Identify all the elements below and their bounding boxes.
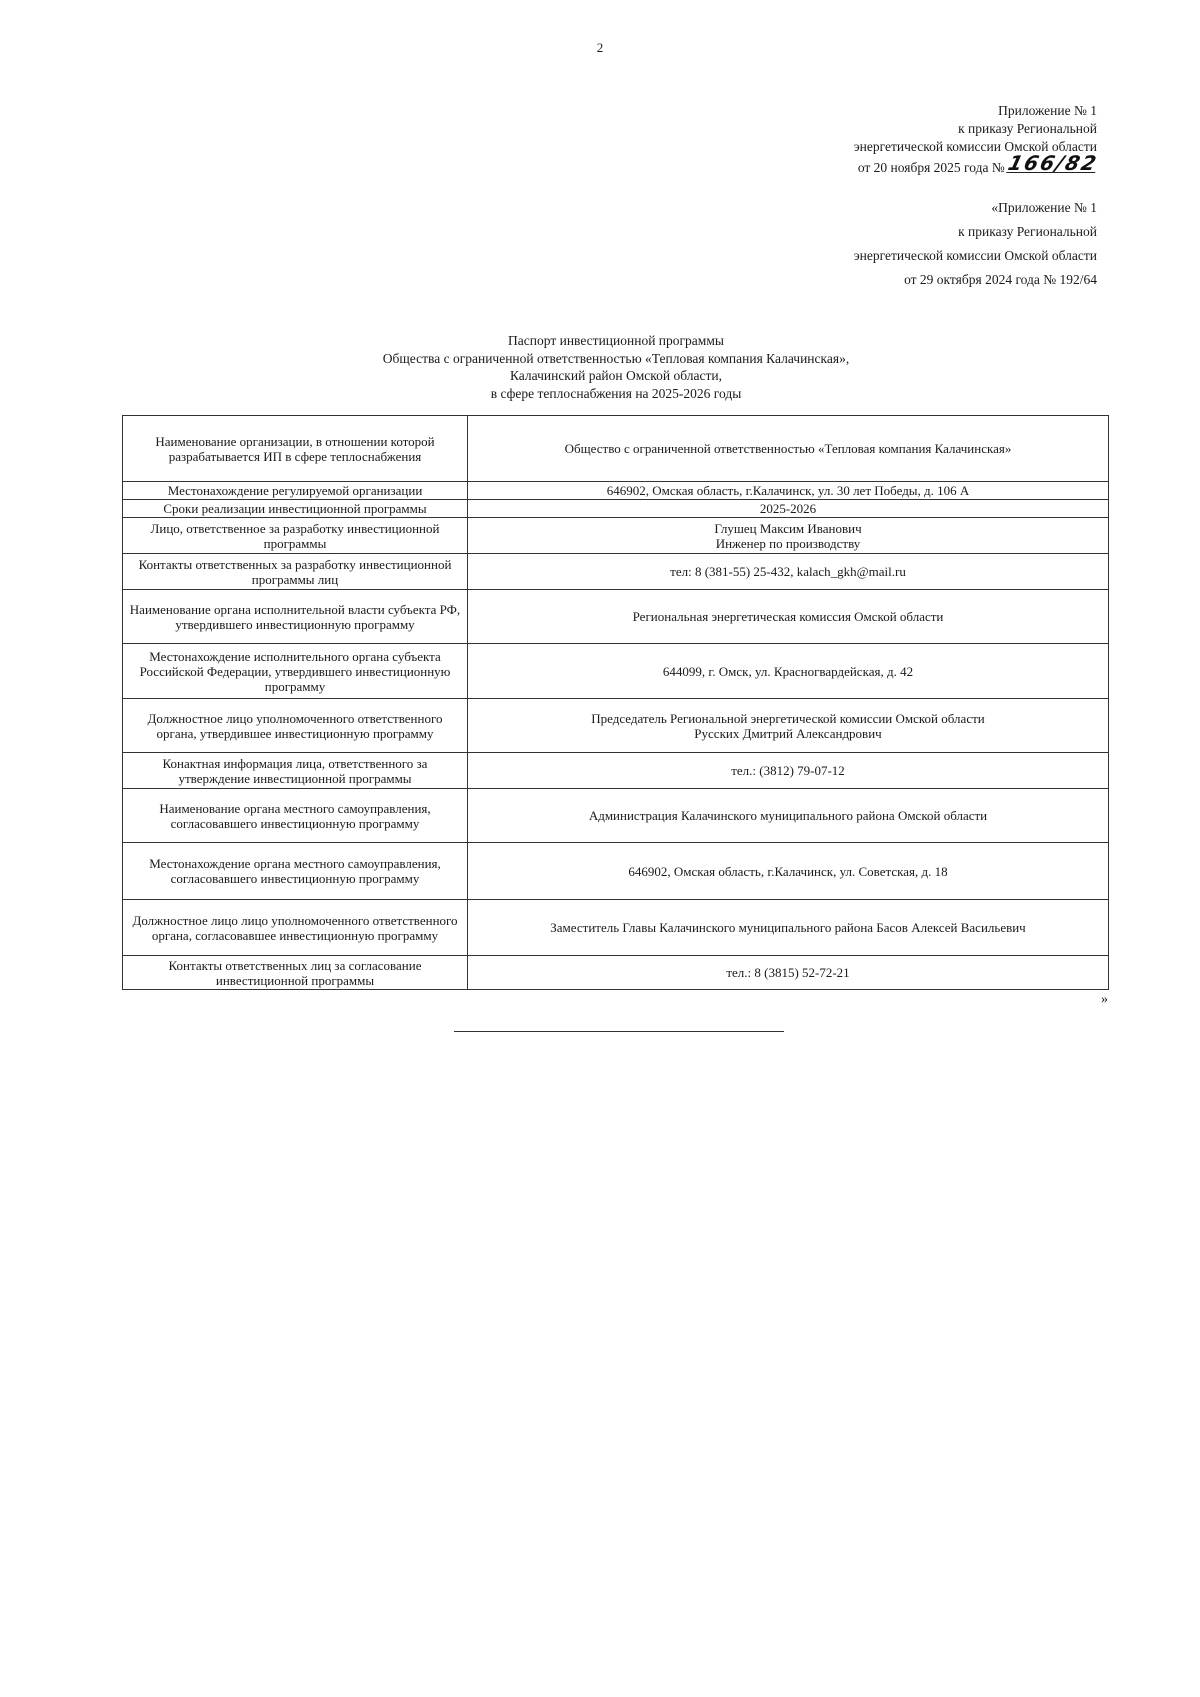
row-label: Наименование органа местного самоуправления, согласовавшего инвестиционную программу — [123, 789, 468, 843]
row-label: Местонахождение исполнительного органа субъекта Российской Федерации, утвердившего инвестиционную программу — [123, 644, 468, 699]
appendix-line: энергетической комиссии Омской области — [853, 248, 1097, 263]
row-label: Наименование органа исполнительной власти субъекта РФ, утвердившего инвестиционную программу — [123, 590, 468, 644]
row-label: Контакты ответственных за разработку инвестиционной программы лиц — [123, 554, 468, 590]
appendix-line: «Приложение № 1 — [991, 200, 1097, 215]
row-value: тел.: (3812) 79-07-12 — [468, 753, 1109, 789]
appendix-date-line — [854, 151, 1101, 177]
appendix-header-current — [853, 102, 1101, 177]
table-row — [123, 843, 1109, 900]
row-value: тел.: 8 (3815) 52-72-21 — [468, 956, 1109, 990]
row-label: Местонахождение органа местного самоуправления, согласовавшего инвестиционную программу — [123, 843, 468, 900]
document-title — [0, 332, 1200, 402]
page-number: 2 — [596, 40, 604, 55]
table-row — [123, 789, 1109, 843]
row-label: Должностное лицо уполномоченного ответственного органа, утвердившее инвестиционную программу — [123, 699, 468, 753]
table-row — [123, 900, 1109, 956]
row-value-line: Русских Дмитрий Александрович — [694, 725, 882, 741]
row-label: Местонахождение регулируемой организации — [123, 482, 468, 500]
row-value-line: Инженер по производству — [715, 535, 861, 551]
row-label: Контакты ответственных лиц за согласование инвестиционной программы — [123, 956, 468, 990]
table-row — [123, 554, 1109, 590]
appendix-date-prefix: от 20 ноября 2025 года № — [857, 160, 1005, 175]
table-row — [123, 956, 1109, 990]
row-value: Заместитель Главы Калачинского муниципального района Басов Алексей Васильевич — [468, 900, 1109, 956]
closing-quote: » — [1101, 992, 1108, 1007]
appendix-line: энергетической комиссии Омской области — [853, 139, 1097, 154]
title-line: Общества с ограниченной ответственностью «Тепловая компания Калачинская», — [382, 350, 850, 366]
row-value: 644099, г. Омск, ул. Красногвардейская, д. 42 — [468, 644, 1109, 699]
title-line: Калачинский район Омской области, — [509, 368, 723, 383]
row-value-line: Председатель Региональной энергетической комиссии Омской области — [591, 710, 985, 726]
table-row — [123, 416, 1109, 482]
end-rule-divider — [454, 1031, 784, 1032]
appendix-line: к приказу Региональной — [958, 224, 1097, 239]
row-value-line: Глушец Максим Иванович — [714, 520, 862, 536]
row-value — [468, 518, 1109, 554]
table-row — [123, 699, 1109, 753]
table-row — [123, 644, 1109, 699]
row-value: Общество с ограниченной ответственностью «Тепловая компания Калачинская» — [468, 416, 1109, 482]
row-value: 646902, Омская область, г.Калачинск, ул. Советская, д. 18 — [468, 843, 1109, 900]
title-line: в сфере теплоснабжения на 2025-2026 годы — [490, 385, 742, 401]
title-line: Паспорт инвестиционной программы — [508, 333, 724, 348]
table-row — [123, 482, 1109, 500]
row-value: Администрация Калачинского муниципального района Омской области — [468, 789, 1109, 843]
row-value — [468, 699, 1109, 753]
row-label: Конактная информация лица, ответственного за утверждение инвестиционной программы — [123, 753, 468, 789]
appendix-line: от 29 октября 2024 года № 192/64 — [904, 272, 1097, 287]
passport-table — [122, 415, 1109, 990]
row-label: Сроки реализации инвестиционной программы — [123, 500, 468, 518]
row-label: Наименование организации, в отношении которой разрабатывается ИП в сфере теплоснабжения — [123, 416, 468, 482]
row-label: Должностное лицо лицо уполномоченного ответственного органа, согласовавшее инвестиционную программу — [123, 900, 468, 956]
appendix-header-previous — [854, 196, 1097, 292]
table-row — [123, 518, 1109, 554]
handwritten-order-number: 166/82 — [1005, 151, 1101, 175]
row-label: Лицо, ответственное за разработку инвестиционной программы — [123, 518, 468, 554]
table-row — [123, 500, 1109, 518]
appendix-line: к приказу Региональной — [958, 121, 1097, 136]
table-row — [123, 590, 1109, 644]
row-value: Региональная энергетическая комиссия Омской области — [468, 590, 1109, 644]
row-value: 2025-2026 — [468, 500, 1109, 518]
row-value: тел: 8 (381-55) 25-432, kalach_gkh@mail.ru — [468, 554, 1109, 590]
row-value: 646902, Омская область, г.Калачинск, ул. 30 лет Победы, д. 106 А — [468, 482, 1109, 500]
table-row — [123, 753, 1109, 789]
appendix-line: Приложение № 1 — [998, 103, 1097, 118]
